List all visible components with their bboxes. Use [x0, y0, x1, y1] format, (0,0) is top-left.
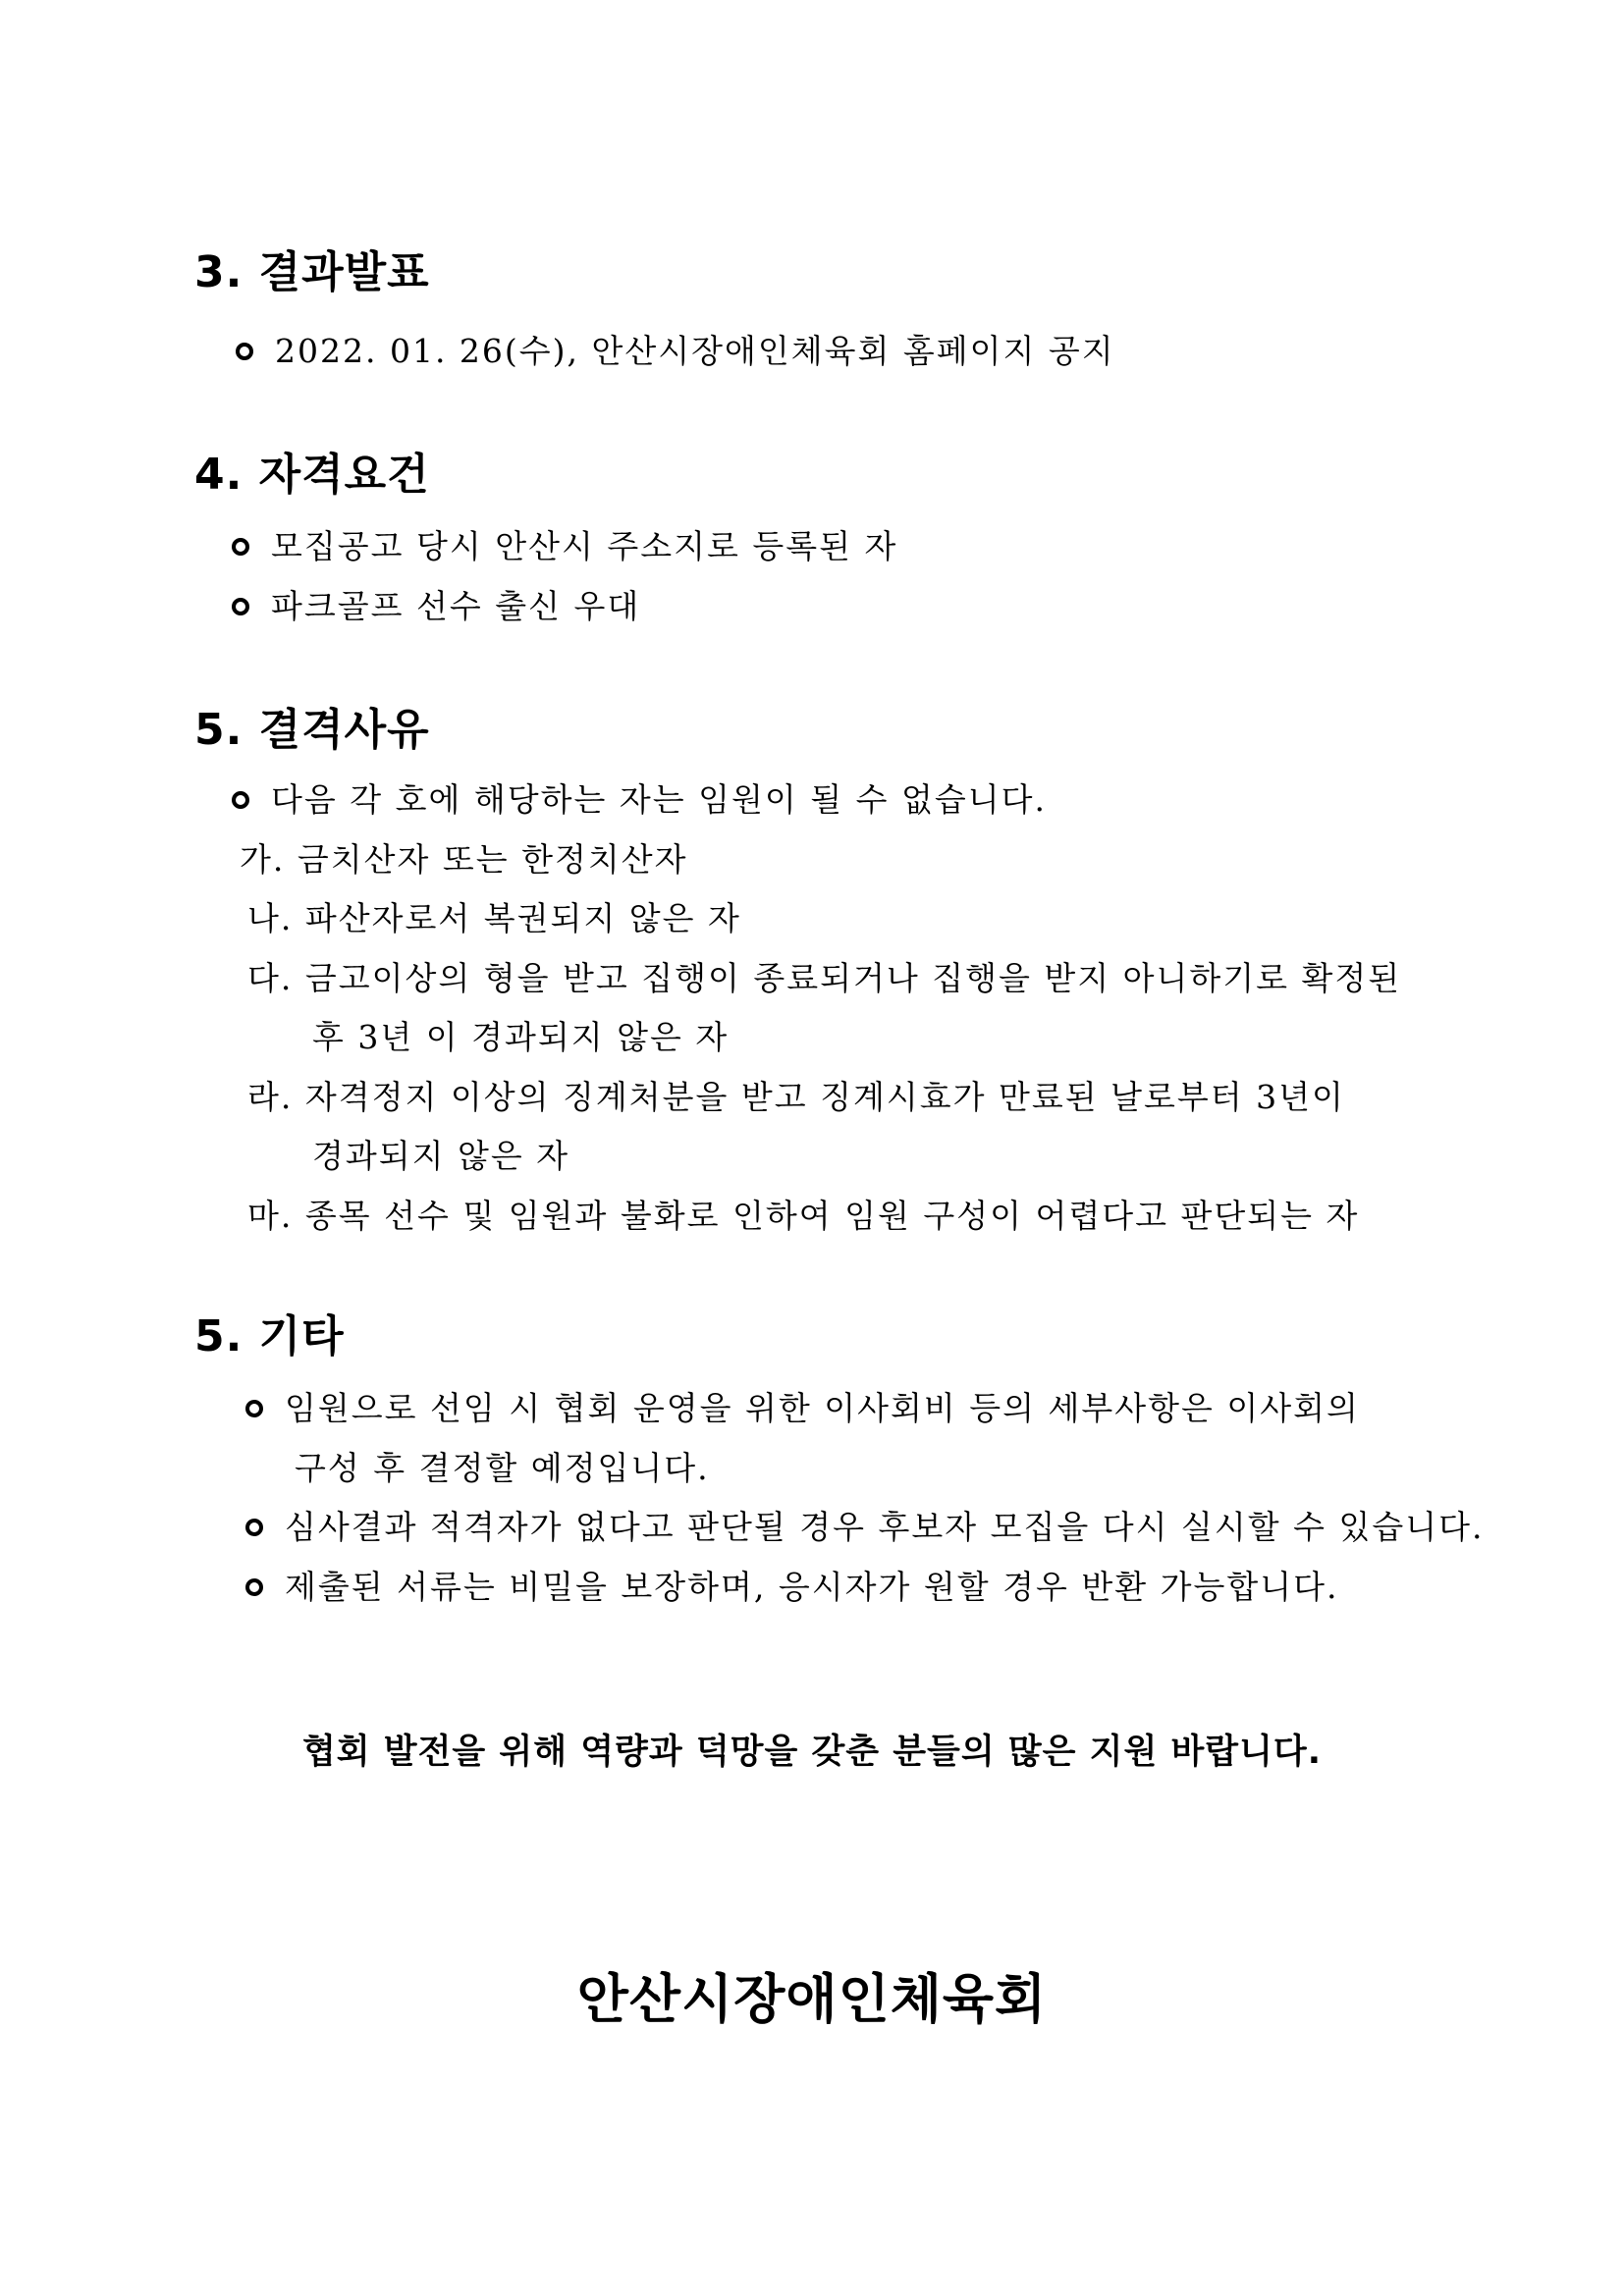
sub-item: 마. 종목 선수 및 임원과 불화로 인하여 임원 구성이 어렵다고 판단되는 자	[247, 1197, 1360, 1235]
list-item-text: 2022. 01. 26(수), 안산시장애인체육회 홈페이지 공지	[275, 332, 1115, 370]
list-item-continuation: 구성 후 결정할 예정입니다.	[295, 1449, 710, 1487]
list-item-text: 제출된 서류는 비밀을 보장하며, 응시자가 원할 경우 반환 가능합니다.	[285, 1568, 1339, 1606]
circle-bullet-icon	[232, 598, 249, 615]
list-item-text: 심사결과 적격자가 없다고 판단될 경우 후보자 모집을 다시 실시할 수 있습니다.	[285, 1508, 1485, 1546]
list-item	[232, 587, 641, 625]
list-item	[245, 1389, 1360, 1427]
sub-item: 다. 금고이상의 형을 받고 집행이 종료되거나 집행을 받지 아니하기로 확정된	[247, 959, 1402, 997]
section-heading-other: 5. 기타	[194, 1311, 345, 1362]
sub-item: 가. 금치산자 또는 한정치산자	[240, 840, 688, 879]
list-item-text: 임원으로 선임 시 협회 운영을 위한 이사회비 등의 세부사항은 이사회의	[285, 1389, 1360, 1427]
list-item	[232, 527, 898, 565]
sub-item-continuation: 후 3년 이 경과되지 않은 자	[312, 1018, 730, 1056]
circle-bullet-icon	[245, 1578, 263, 1596]
closing-message: 협회 발전을 위해 역량과 덕망을 갖춘 분들의 많은 지원 바랍니다.	[301, 1733, 1323, 1772]
sub-item: 라. 자격정지 이상의 징계처분을 받고 징계시효가 만료된 날로부터 3년이	[247, 1078, 1345, 1116]
circle-bullet-icon	[245, 1400, 263, 1417]
list-item	[236, 332, 1115, 370]
list-item-text: 다음 각 호에 해당하는 자는 임원이 될 수 없습니다.	[271, 780, 1047, 819]
circle-bullet-icon	[236, 343, 253, 360]
section-heading-qualifications: 4. 자격요건	[194, 450, 430, 500]
list-item-text: 파크골프 선수 출신 우대	[271, 587, 641, 625]
circle-bullet-icon	[232, 791, 249, 809]
section-heading-results: 3. 결과발표	[194, 247, 430, 297]
section-heading-disqualifications: 5. 결격사유	[194, 705, 430, 755]
sub-item: 나. 파산자로서 복권되지 않은 자	[247, 899, 741, 937]
circle-bullet-icon	[232, 538, 249, 556]
circle-bullet-icon	[245, 1519, 263, 1536]
list-item	[245, 1568, 1339, 1606]
sub-item-continuation: 경과되지 않은 자	[312, 1137, 570, 1175]
list-item-text: 모집공고 당시 안산시 주소지로 등록된 자	[271, 527, 898, 565]
organization-name: 안산시장애인체육회	[576, 1968, 1048, 2030]
list-item	[232, 780, 1047, 819]
list-item	[245, 1508, 1485, 1546]
